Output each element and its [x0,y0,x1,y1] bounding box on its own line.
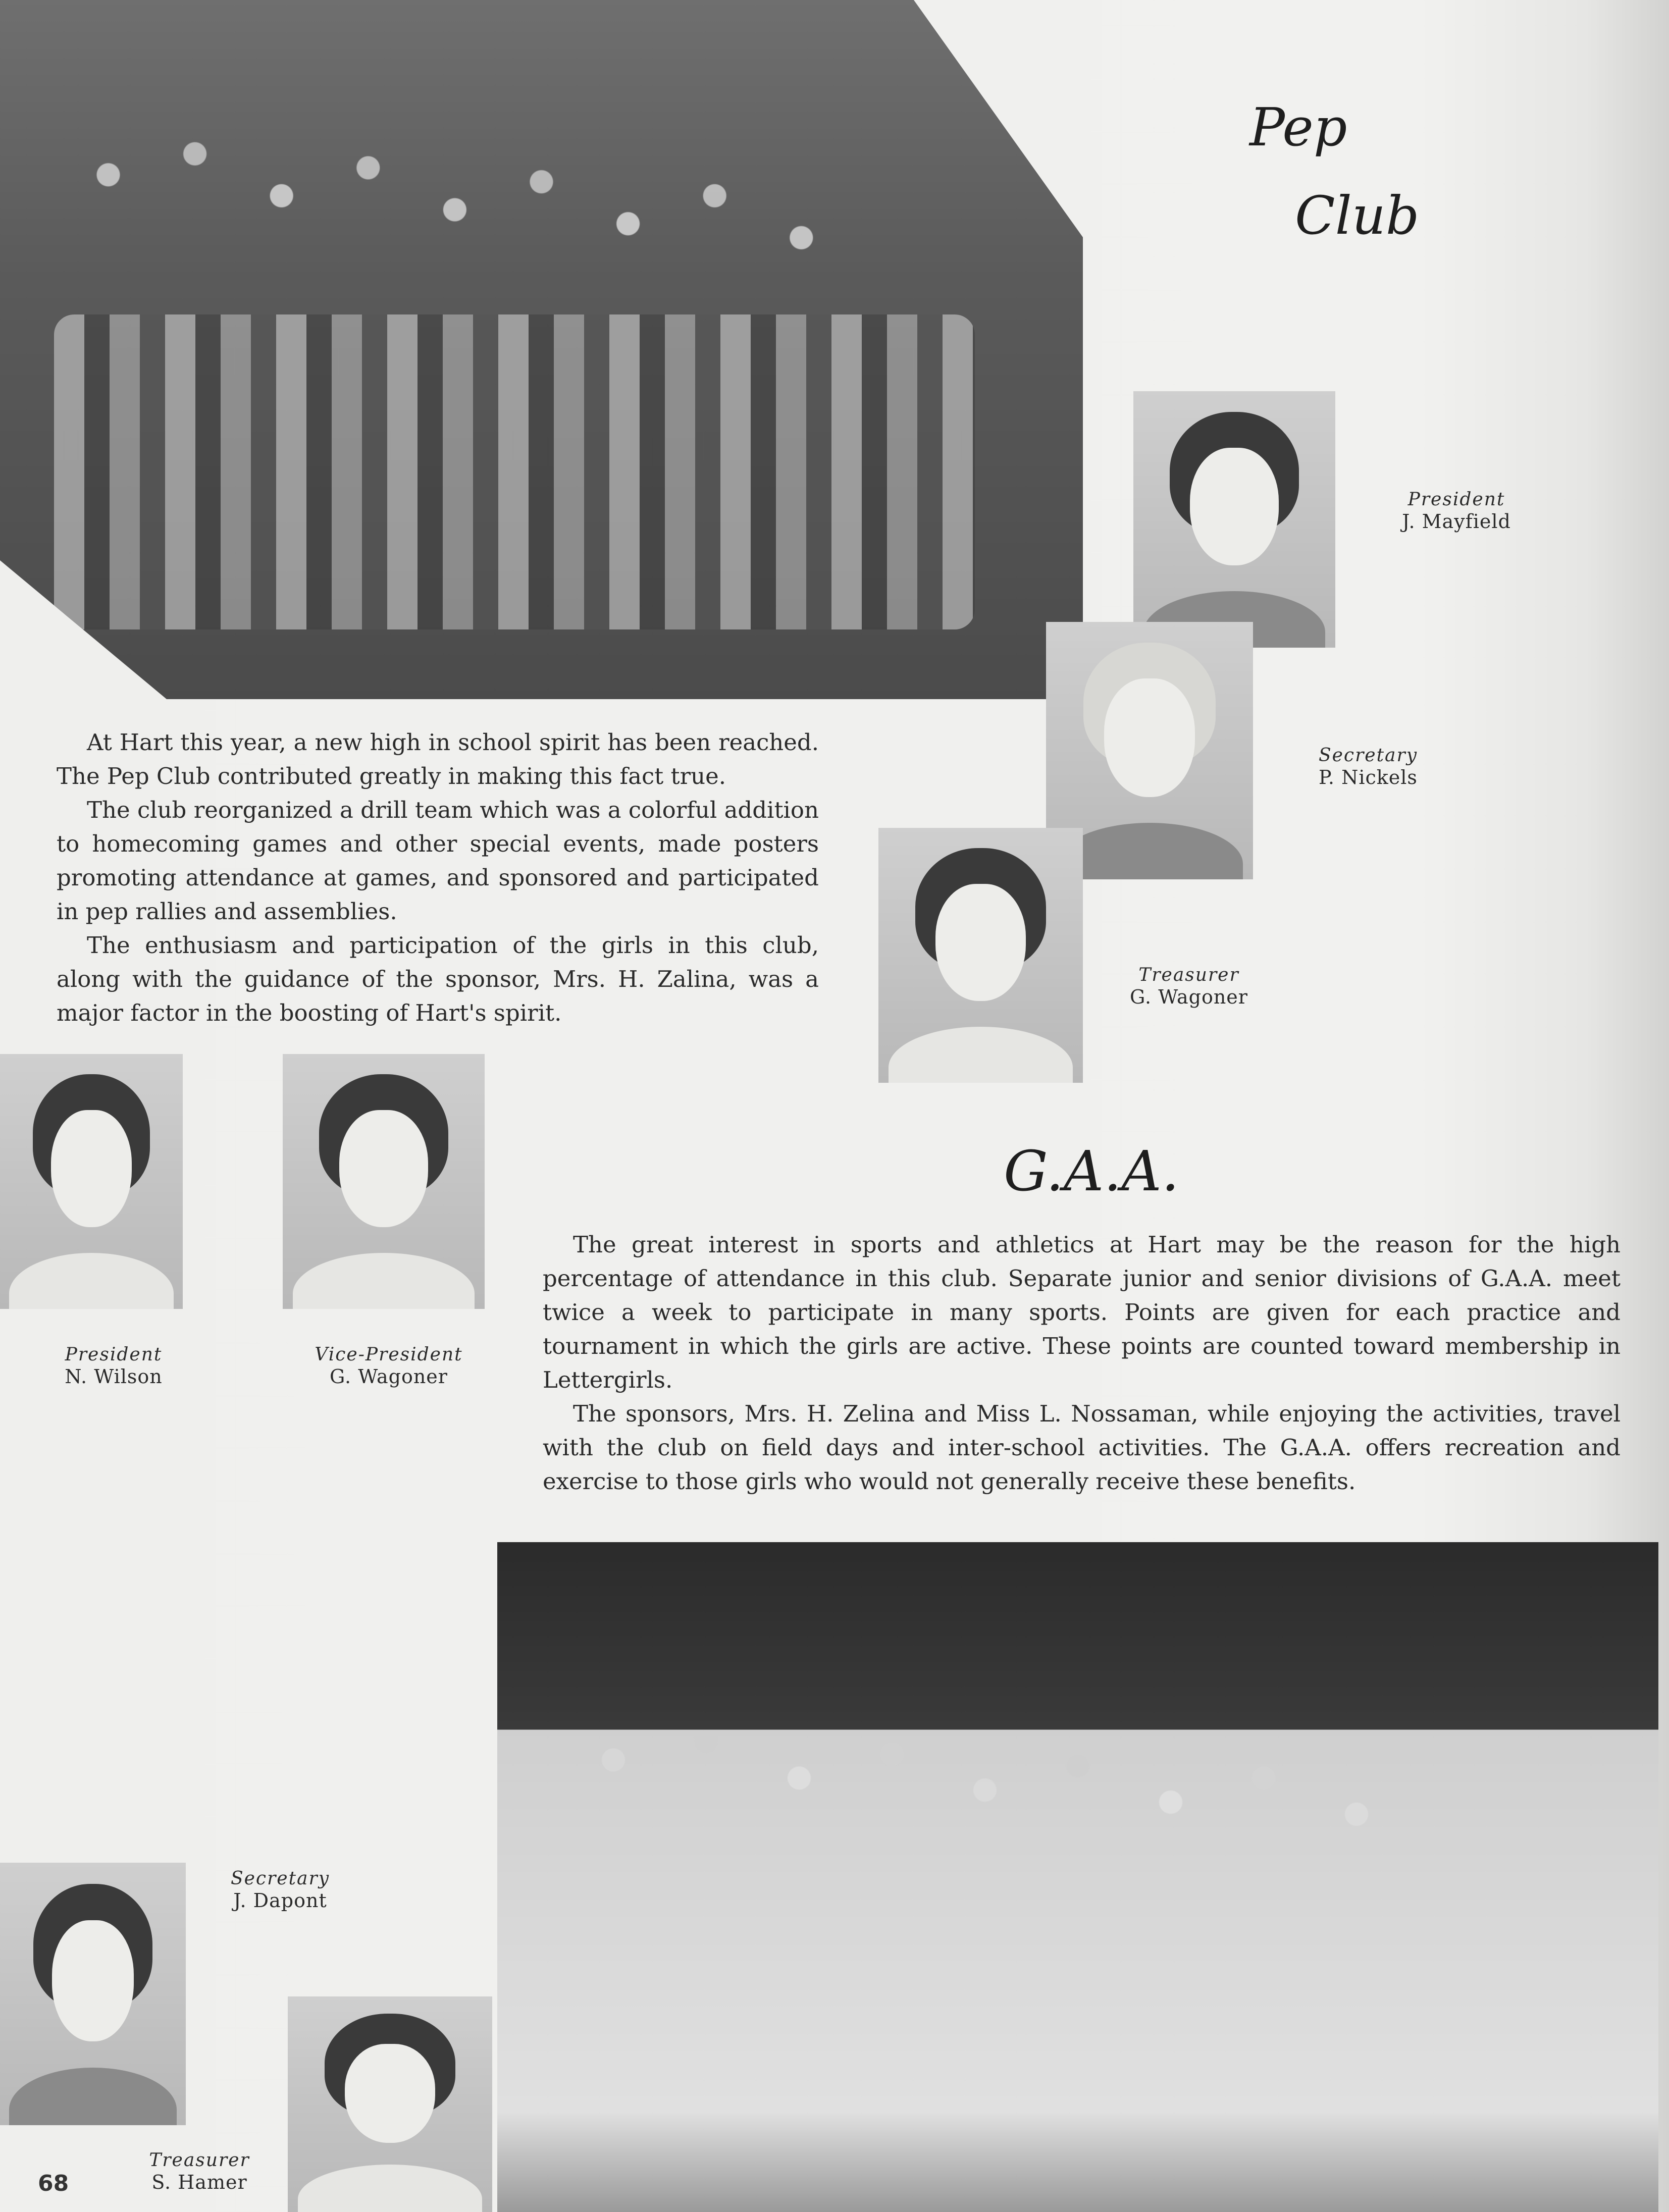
gaa-paragraph-2: The sponsors, Mrs. H. Zelina and Miss L. Nossaman, while enjoying the activities, travel with the club on field days and inter-school activities. The G.A.A. offers recreation and exercise to those girls who would not generally receive these benefits. [543,1400,1621,1495]
officer-role: Vice-President [315,1344,463,1365]
pep-president-caption [1373,489,1540,534]
pep-club-description [57,725,819,1030]
officer-role: President [65,1344,163,1365]
gaa-vice-president-caption [298,1344,480,1389]
officer-role: Treasurer [1138,965,1239,985]
group-photo-faces [0,0,1083,699]
gaa-president-caption [30,1344,197,1389]
officer-role: Secretary [230,1868,330,1889]
gaa-group-photo [497,1542,1658,2212]
portrait-gaa-treasurer [288,1996,492,2212]
gaa-description [543,1228,1621,1498]
portrait-pep-president [1133,391,1335,648]
officer-name: J. Mayfield [1402,510,1511,533]
pep-secretary-caption [1285,745,1451,789]
officer-role: Treasurer [149,2150,250,2171]
portrait-gaa-secretary [0,1863,186,2125]
officer-name: P. Nickels [1319,766,1418,789]
pep-paragraph-1: At Hart this year, a new high in school spirit has been reached. The Pep Club contributed greatly in making this fact true. [57,729,819,789]
pep-paragraph-3: The enthusiasm and participation of the girls in this club, along with the guidance of the sponsor, Mrs. H. Zalina, was a major factor in the boosting of Hart's spirit. [57,932,819,1026]
officer-role: President [1407,489,1505,510]
gaa-photo-faces [497,1609,1658,2212]
officer-role: Secretary [1318,745,1418,766]
gaa-title: G.A.A. [1004,1139,1179,1203]
gaa-treasurer-caption [116,2149,283,2194]
portrait-pep-treasurer [878,828,1083,1083]
pep-club-title-line2: Club [1295,185,1420,246]
officer-name: N. Wilson [65,1365,163,1388]
portrait-gaa-vice-president [283,1054,485,1309]
pep-treasurer-caption [1106,964,1272,1009]
gaa-paragraph-1: The great interest in sports and athletics at Hart may be the reason for the high percentage of attendance in this club. Separate junior and senior divisions of G.A.A. meet twice a week to participate in many sports. Points are given for each practice and tournament in which the girls are active. These points are counted toward membership in Lettergirls. [543,1231,1621,1393]
page-number: 68 [38,2171,69,2196]
pep-club-title-line1: Pep [1249,96,1347,158]
portrait-gaa-president [0,1054,183,1309]
officer-name: J. Dapont [233,1889,327,1912]
officer-name: S. Hamer [151,2171,247,2194]
pep-paragraph-2: The club reorganized a drill team which was a colorful addition to homecoming games and other special events, made posters promoting attendance at games, and sponsored and participated in pep rallies and assemblies. [57,797,819,925]
officer-name: G. Wagoner [330,1365,448,1388]
officer-name: G. Wagoner [1130,986,1248,1009]
pep-club-group-photo [0,0,1083,699]
gaa-secretary-caption [197,1868,363,1913]
